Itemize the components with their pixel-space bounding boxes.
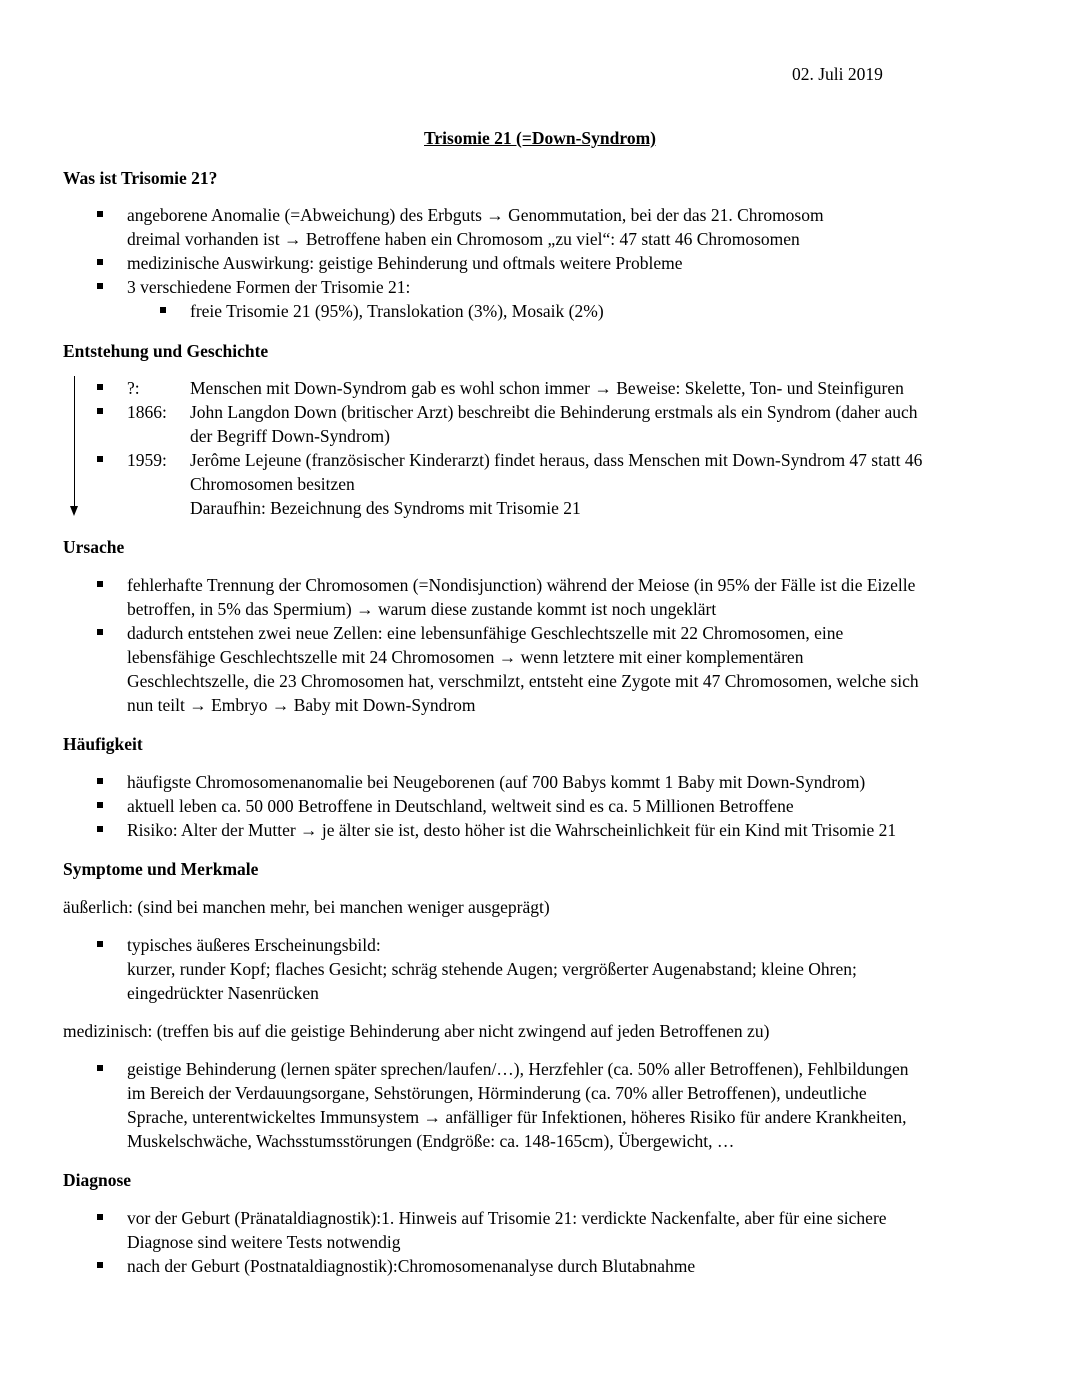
bullet-marker — [97, 211, 103, 217]
list-item: typisches äußeres Erscheinungsbild: kurzer, runder Kopf; flaches Gesicht; schräg stehende Augen; vergrößerter Augenabstand; kleine Ohren; eingedrückter Nasenrücken — [127, 935, 857, 1003]
bullet-marker — [97, 1065, 103, 1071]
aeusserlich-label: äußerlich: (sind bei manchen mehr, bei manchen weniger ausgeprägt) — [63, 897, 550, 917]
sub-list-item: freie Trisomie 21 (95%), Translokation (3%), Mosaik (2%) — [190, 301, 604, 321]
heading-entstehung: Entstehung und Geschichte — [63, 341, 269, 361]
bullet-marker — [97, 941, 103, 947]
list-item: fehlerhafte Trennung der Chromosomen (=Nondisjunction) während der Meiose (in 95% der Fälle ist die Eizelle betroffen, in 5% das Spermium) → warum diese zustande kommt ist noch ungeklärt — [127, 575, 916, 619]
heading-symptome: Symptome und Merkmale — [63, 859, 259, 879]
bullet-marker — [97, 384, 103, 390]
list-item: medizinische Auswirkung: geistige Behinderung und oftmals weitere Probleme — [127, 253, 683, 273]
timeline-year: ?: — [127, 378, 140, 398]
document-page: 02. Juli 2019 Trisomie 21 (=Down-Syndrom) Was ist Trisomie 21? angeborene Anomalie (=Abweichung) des Erbguts → Genommutation, bei der das 21. Chromosom dreimal vorhanden ist → Betroffene haben ein Chromosom „zu viel“: 47 statt 46 Chromosomen medizinische Auswirkung: geistige Behinderung und oftmals weitere Probleme 3 verschiedene Formen der Trisomie 21: freie Trisomie 21 (95%), Translokation (3%), Mosaik (2%) Entstehung und Geschichte ?: Menschen mit Down-Syndrom gab es wohl schon immer → Beweise: Skelette, Ton- und Steinfiguren 1866: John Langdon Down (britischer Arzt) beschreibt die Behinderung erstmals als ein Syndrom (daher auch der Begriff Down-Syndrom) 1959: Jerôme Lejeune (französischer Kinderarzt) findet heraus, dass Menschen mit Down-Syndrom 47 statt 46 Chromosomen besitzen Daraufhin: Bezeichnung des Syndroms mit Trisomie 21 Ursache fehlerhafte Trennung der Chromosomen (=Nondisjunction) während der Meiose (in 95% der Fälle ist die Eizelle betroffen, in 5% das Spermium) → warum diese zustande kommt ist noch ungeklärt dadurch entstehen zwei neue Zellen: eine lebensunfähige Geschlechtszelle mit 22 Chromosomen, eine lebensfähige Geschlechtszelle mit 24 Chromosomen → wenn letztere mit einer komplementären Geschlechtszelle, die 23 Chromosomen hat, verschmilzt, entsteht eine Zygote mit 47 Chromosomen, welche sich nun teilt → Embryo → Baby mit Down-Syndrom Häufigkeit häufigste Chromosomenanomalie bei Neugeborenen (auf 700 Babys kommt 1 Baby mit Down-Syndrom) aktuell leben ca. 50 000 Betroffene in Deutschland, weltweit sind es ca. 5 Millionen Betroffene Risiko: Alter der Mutter → je älter sie ist, desto höher ist die Wahrscheinlichkeit für ein Kind mit Trisomie 21 Symptome und Merkmale äußerlich: (sind bei manchen mehr, bei manchen weniger ausgeprägt) typisches äußeres Erscheinungsbild: kurzer, runder Kopf; flaches Gesicht; schräg stehende Augen; vergrößerter Augenabstand; kleine Ohren; eingedrückter Nasenrücken medizinisch: (treffen bis auf die geistige Behinderung aber nicht zwingend auf jeden Betroffenen zu) geistige Behinderung (lernen später sprechen/laufen/…), Herzfehler (ca. 50% aller Betroffenen), Fehlbildungen im Bereich der Verdauungsorgane, Sehstörungen, Hörminderung (ca. 70% aller Betroffenen), undeutliche Sprache, unterentwickeltes Immunsystem → anfälliger für Infektionen, höheres Risiko für andere Krankheiten, Muskelschwäche, Wachsstumsstörungen (Endgröße: ca. 148-165cm), Übergewicht, … Diagnose vor der Geburt (Pränataldiagnostik):1. Hinweis auf Trisomie 21: verdickte Nackenfalte, aber für eine sichere Diagnose sind weitere Tests notwendig nach der Geburt (Postnataldiagnostik):Chromosomenanalyse durch Blutabnahme — [0, 0, 1080, 1397]
list-item: geistige Behinderung (lernen später sprechen/laufen/…), Herzfehler (ca. 50% aller Betroffenen), Fehlbildungen im Bereich der Verdauungsorgane, Sehstörungen, Hörminderung (ca. 70% aller Betroffenen), undeutliche Sprache, unterentwickeltes Immunsystem → anfälliger für Infektionen, höheres Risiko für andere Krankheiten, Muskelschwäche, Wachsstumsstörungen (Endgröße: ca. 148-165cm), Übergewicht, … — [127, 1059, 909, 1151]
list-item: häufigste Chromosomenanomalie bei Neugeborenen (auf 700 Babys kommt 1 Baby mit Down-Syndrom) — [127, 772, 866, 792]
bullet-marker — [97, 1262, 103, 1268]
bullet-marker — [97, 1214, 103, 1220]
timeline-year: 1866: — [127, 402, 167, 422]
list-item: nach der Geburt (Postnataldiagnostik):Chromosomenanalyse durch Blutabnahme — [127, 1256, 696, 1276]
list-item: dadurch entstehen zwei neue Zellen: eine lebensunfähige Geschlechtszelle mit 22 Chromosomen, eine lebensfähige Geschlechtszelle mit 24 Chromosomen → wenn letztere mit einer komplementären Geschlechtszelle, die 23 Chromosomen hat, verschmilzt, entsteht eine Zygote mit 47 Chromosomen, welche sich nun teilt → Embryo → Baby mit Down-Syndrom — [127, 623, 919, 715]
list-item: 3 verschiedene Formen der Trisomie 21: — [127, 277, 411, 297]
heading-diagnose: Diagnose — [63, 1170, 132, 1190]
timeline-year: 1959: — [127, 450, 167, 470]
list-item: vor der Geburt (Pränataldiagnostik):1. Hinweis auf Trisomie 21: verdickte Nackenfalte, aber für eine sichere Diagnose sind weitere Tests notwendig — [127, 1208, 887, 1252]
document-date: 02. Juli 2019 — [792, 64, 883, 84]
bullet-marker — [97, 408, 103, 414]
bullet-marker — [97, 456, 103, 462]
heading-was-ist: Was ist Trisomie 21? — [63, 168, 218, 188]
timeline-arrow-icon — [70, 506, 78, 516]
bullet-marker — [97, 629, 103, 635]
bullet-marker — [97, 259, 103, 265]
bullet-marker — [97, 283, 103, 289]
bullet-marker — [160, 307, 166, 313]
timeline-line — [74, 376, 75, 510]
medizinisch-label: medizinisch: (treffen bis auf die geistige Behinderung aber nicht zwingend auf jeden Betroffenen zu) — [63, 1021, 770, 1041]
list-item: Risiko: Alter der Mutter → je älter sie ist, desto höher ist die Wahrscheinlichkeit für ein Kind mit Trisomie 21 — [127, 820, 897, 840]
bullet-marker — [97, 826, 103, 832]
list-item: aktuell leben ca. 50 000 Betroffene in Deutschland, weltweit sind es ca. 5 Millionen Betroffene — [127, 796, 794, 816]
bullet-marker — [97, 802, 103, 808]
list-item: angeborene Anomalie (=Abweichung) des Erbguts → Genommutation, bei der das 21. Chromosom dreimal vorhanden ist → Betroffene haben ein Chromosom „zu viel“: 47 statt 46 Chromosomen — [127, 205, 824, 249]
heading-ursache: Ursache — [63, 537, 125, 557]
bullet-marker — [97, 778, 103, 784]
bullet-marker — [97, 581, 103, 587]
heading-haeufigkeit: Häufigkeit — [63, 734, 143, 754]
document-title: Trisomie 21 (=Down-Syndrom) — [424, 128, 656, 148]
